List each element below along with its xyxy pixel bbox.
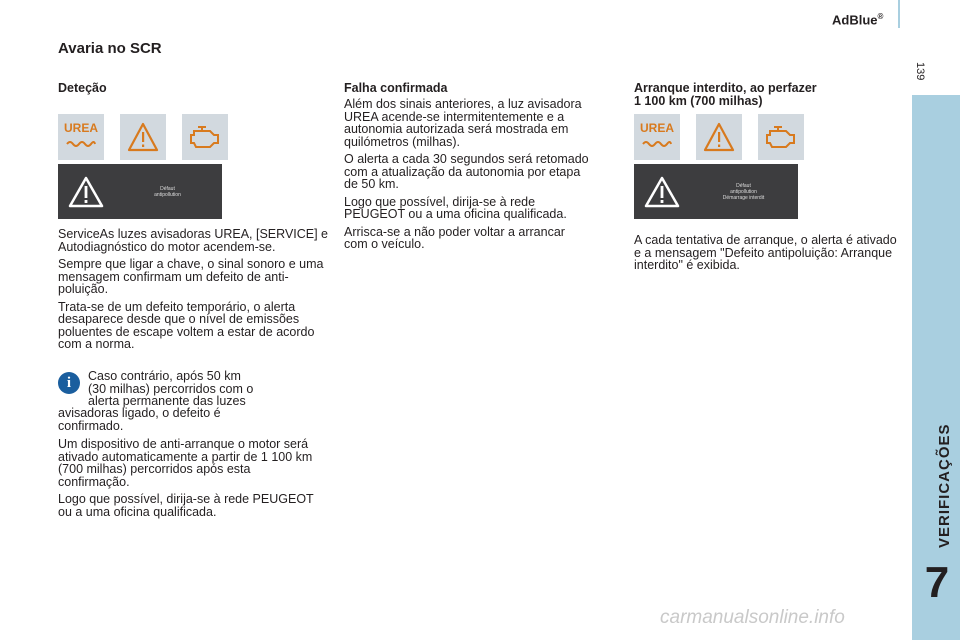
info-icon: i: [58, 372, 80, 394]
detection-heading: Deteção: [58, 81, 107, 95]
paragraph: Arrisca-se a não poder voltar a arrancar com o veículo.: [344, 224, 565, 251]
paragraph: Além dos sinais anteriores, a luz avisadora UREA acende-se intermitentemente e a autonomia autorizada será mostrada em quilómetros (milhas).: [344, 97, 582, 149]
paragraph: O alerta a cada 30 segundos será retomado com a atualização da autonomia por etapa de 50 km.: [344, 152, 589, 191]
warning-triangle-icon: [696, 114, 742, 160]
engine-diagnostic-icon: [182, 114, 228, 160]
warning-triangle-icon: [58, 176, 113, 208]
paragraph: Um dispositivo de anti-arranque o motor será ativado automaticamente a partir de 1 100 km (700 milhas) percorridos após esta confirmação.: [58, 437, 313, 489]
confirmed-text: [344, 98, 589, 256]
paragraph: A cada tentativa de arranque, o alerta é ativado e a mensagem "Defeito antipoluição: Arranque interdito" é exibida.: [634, 233, 897, 272]
paragraph: Trata-se de um defeito temporário, o alerta desaparece desde que o nível de emissões poluentes de escape voltem a estar de acordo com a norma.: [58, 299, 315, 351]
engine-diagnostic-icon: [758, 114, 804, 160]
page-header-title: AdBlue®: [832, 12, 884, 28]
chapter-label: VERIFICAÇÕES: [936, 423, 953, 548]
warning-triangle-icon: [634, 176, 689, 208]
urea-warning-icon: UREA: [634, 114, 680, 160]
detection-warning-lights: [58, 114, 228, 160]
paragraph: ServiceAs luzes avisadoras UREA, [SERVICE] e Autodiagnóstico do motor acendem-se.: [58, 227, 329, 254]
info-note: Caso contrário, após 50 km (30 milhas) percorridos com o alerta permanente das luzes: [88, 369, 254, 408]
confirmed-heading: Falha confirmada: [344, 81, 448, 95]
page-number: 139: [914, 62, 926, 81]
detection-display-message: Défaut antipollution: [58, 164, 222, 219]
section-title: Avaria no SCR: [58, 40, 162, 57]
prevented-heading: Arranque interdito, ao perfazer 1 100 km (700 milhas): [634, 81, 817, 108]
prevented-text: [634, 234, 899, 277]
prevented-warning-lights: [634, 114, 804, 160]
watermark: carmanualsonline.info: [660, 607, 845, 628]
warning-triangle-icon: [120, 114, 166, 160]
info-note-continued: avisadoras ligado, o defeito é confirmado.: [58, 406, 221, 433]
urea-warning-icon: UREA: [58, 114, 104, 160]
prevented-display-message: Défaut antipollution Démarrage interdit: [634, 164, 798, 219]
paragraph: Logo que possível, dirija-se à rede PEUGEOT ou a uma oficina qualificada.: [58, 492, 314, 519]
header-divider: [898, 0, 900, 28]
detection-text: [58, 228, 333, 356]
paragraph: Logo que possível, dirija-se à rede PEUGEOT ou a uma oficina qualificada.: [344, 194, 567, 221]
paragraph: Sempre que ligar a chave, o sinal sonoro e uma mensagem confirmam um defeito de anti-poluição.: [58, 257, 324, 296]
chapter-number: 7: [924, 558, 950, 607]
detection-after-info: [58, 438, 318, 523]
